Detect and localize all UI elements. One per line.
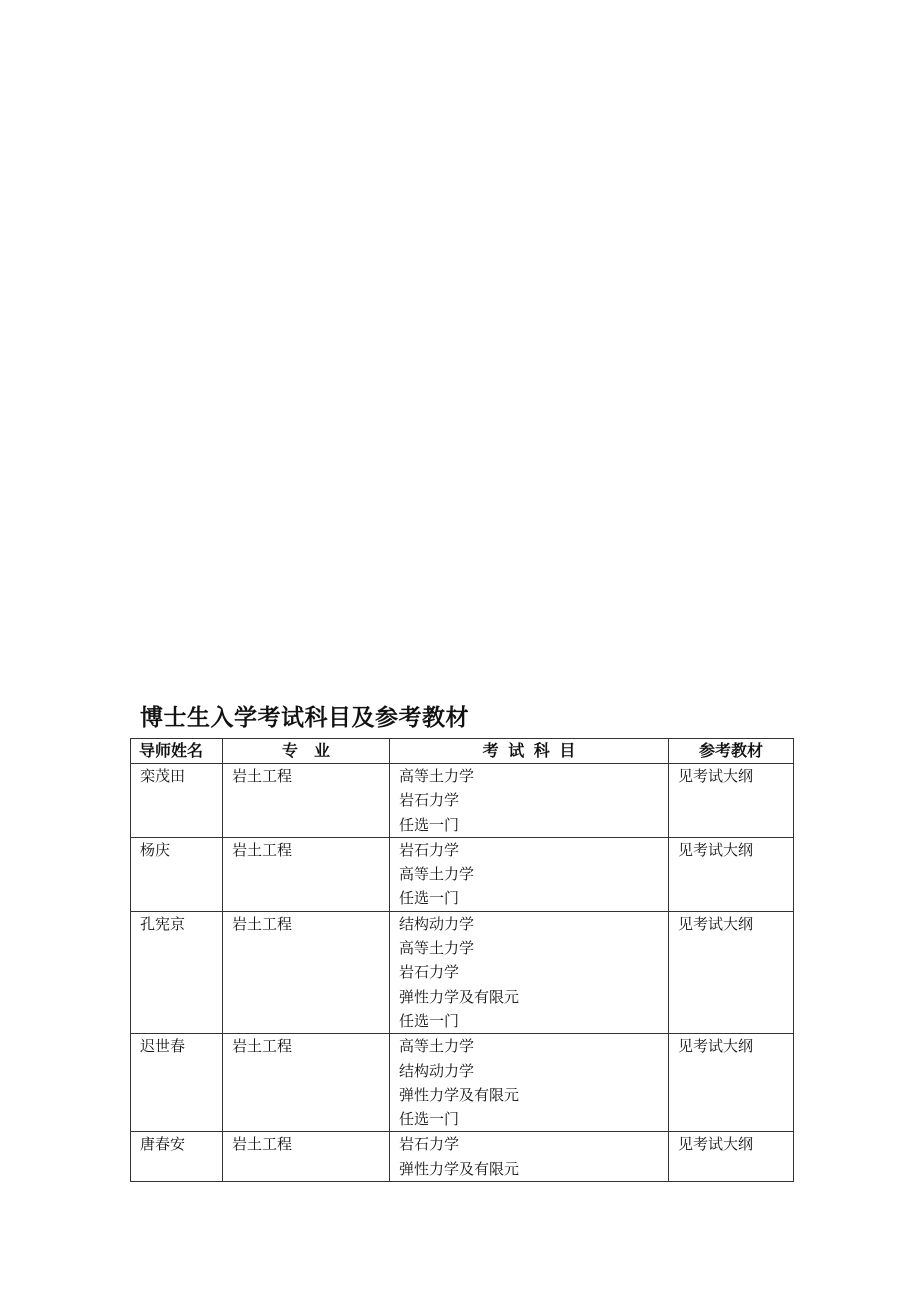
exam-subject: 高等土力学 bbox=[399, 767, 475, 785]
exam-subjects-cell bbox=[390, 1034, 669, 1132]
table-header-row bbox=[131, 739, 794, 764]
major-cell: 岩土工程 bbox=[223, 1034, 390, 1132]
exam-subject: 结构动力学 bbox=[399, 914, 475, 933]
exam-subjects-table bbox=[130, 738, 794, 1182]
header-exam-subjects: 考 试 科 目 bbox=[390, 739, 669, 764]
header-major: 专 业 bbox=[223, 739, 390, 764]
major-cell: 岩土工程 bbox=[223, 764, 390, 838]
exam-subject: 高等土力学 bbox=[399, 939, 475, 958]
exam-subjects-cell bbox=[390, 1132, 669, 1182]
table-row bbox=[131, 764, 794, 838]
header-advisor-name: 导师姓名 bbox=[131, 739, 223, 764]
reference-material-cell: 见考试大纲 bbox=[669, 1034, 794, 1132]
advisor-name-cell: 迟世春 bbox=[131, 1034, 223, 1132]
reference-material-cell: 见考试大纲 bbox=[669, 1132, 794, 1182]
exam-subject: 任选一门 bbox=[399, 889, 460, 908]
table-row bbox=[131, 837, 794, 911]
exam-subject: 任选一门 bbox=[399, 815, 460, 834]
major-cell: 岩土工程 bbox=[223, 1132, 390, 1182]
exam-subject: 任选一门 bbox=[399, 1110, 460, 1129]
page-title: 博士生入学考试科目及参考教材 bbox=[140, 705, 469, 731]
exam-subject: 任选一门 bbox=[399, 1011, 460, 1030]
exam-subjects-cell bbox=[390, 764, 669, 838]
advisor-name-cell: 杨庆 bbox=[131, 837, 223, 911]
exam-subject: 高等土力学 bbox=[399, 865, 475, 884]
major-cell: 岩土工程 bbox=[223, 911, 390, 1033]
exam-subject: 弹性力学及有限元 bbox=[399, 987, 520, 1006]
exam-subjects-cell bbox=[390, 911, 669, 1033]
exam-subjects-cell bbox=[390, 837, 669, 911]
exam-subject: 岩石力学 bbox=[399, 1135, 460, 1154]
reference-material-cell: 见考试大纲 bbox=[669, 837, 794, 911]
exam-subject: 结构动力学 bbox=[399, 1061, 475, 1080]
advisor-name-cell: 孔宪京 bbox=[131, 911, 223, 1033]
table-row bbox=[131, 1132, 794, 1182]
header-reference-material: 参考教材 bbox=[669, 739, 794, 764]
reference-material-cell: 见考试大纲 bbox=[669, 764, 794, 838]
exam-subject: 弹性力学及有限元 bbox=[399, 1085, 520, 1104]
advisor-name-cell: 栾茂田 bbox=[131, 764, 223, 838]
exam-subject: 岩石力学 bbox=[399, 840, 460, 859]
exam-subject: 岩石力学 bbox=[399, 963, 460, 982]
advisor-name-cell: 唐春安 bbox=[131, 1132, 223, 1182]
table-row bbox=[131, 911, 794, 1033]
exam-subject: 弹性力学及有限元 bbox=[399, 1159, 520, 1178]
exam-subject: 岩石力学 bbox=[399, 791, 460, 810]
reference-material-cell: 见考试大纲 bbox=[669, 911, 794, 1033]
major-cell: 岩土工程 bbox=[223, 837, 390, 911]
table-row bbox=[131, 1034, 794, 1132]
exam-subject: 高等土力学 bbox=[399, 1037, 475, 1056]
